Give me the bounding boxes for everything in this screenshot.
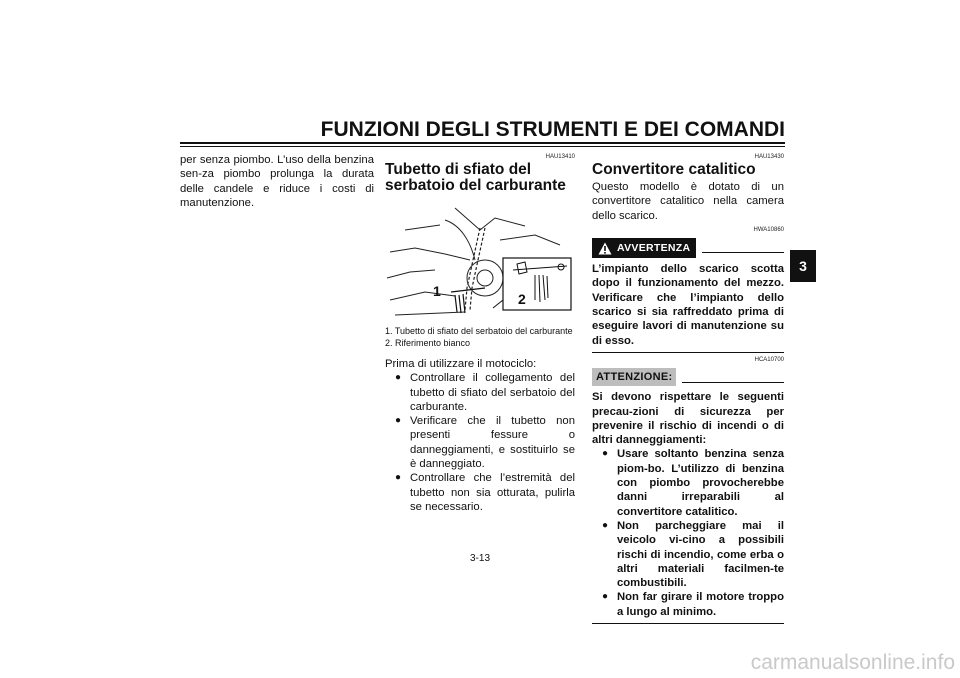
list-item xyxy=(385,414,575,471)
watermark: carmanualsonline.info xyxy=(750,651,955,674)
list-item-text: Controllare che l’estremità del tubetto non sia otturata, pulirla se necessario. xyxy=(410,472,575,513)
figure-label-2: 2 xyxy=(518,291,526,307)
bullet-icon: ● xyxy=(395,372,402,384)
chapter-tab: 3 xyxy=(790,250,816,282)
caution-code: HCA10700 xyxy=(754,356,784,363)
list-item xyxy=(592,590,784,619)
fuel-tank-breather-figure xyxy=(385,200,575,322)
list-item-text: Verificare che il tubetto non presenti fessure o danneggiamenti, e sostituirlo se è danneggiato. xyxy=(410,415,575,471)
page-header-title: FUNZIONI DEGLI STRUMENTI E DEI COMANDI xyxy=(320,118,785,141)
warning-end-rule xyxy=(592,352,784,353)
header-rule-thin xyxy=(180,146,785,147)
list-item xyxy=(592,519,784,590)
bullet-icon: ● xyxy=(602,519,609,531)
warning-badge xyxy=(592,238,696,258)
caution-header xyxy=(592,368,784,386)
warning-text: L’impianto dello scarico scotta dopo il funzionamento del mezzo. Verificare che l’impianto dello scarico si sia raffreddato prima di eseguire lavori di manutenzione su di esso. xyxy=(592,263,784,347)
caution-intro: Si devono rispettare le seguenti precau-zioni di sicurezza per prevenire il rischio di incendi o di altri danneggiamenti: xyxy=(592,391,784,447)
list-item-text: Non far girare il motore troppo a lungo al minimo. xyxy=(617,591,784,618)
column-1 xyxy=(180,153,374,210)
caution-end-rule xyxy=(592,623,784,624)
warning-header xyxy=(592,238,784,258)
caution-label: ATTENZIONE: xyxy=(592,368,676,386)
section-heading: Tubetto di sfiato del serbatoio del carburante xyxy=(385,161,566,194)
motorcycle-illustration xyxy=(385,200,575,322)
list-item-text: Controllare il collegamento del tubetto di sfiato del serbatoio del carburante. xyxy=(410,372,575,413)
intro-text: Prima di utilizzare il motociclo: xyxy=(385,358,537,370)
figure-label-1: 1 xyxy=(433,283,441,299)
list-item xyxy=(592,447,784,518)
body-text: per senza piombo. L’uso della benzina sen-za piombo prolunga la durata delle candele e riduce i costi di manutenzione. xyxy=(180,154,374,209)
warning-code: HWA10860 xyxy=(753,226,784,233)
bullet-icon: ● xyxy=(602,448,609,460)
warning-label: AVVERTENZA xyxy=(617,241,691,254)
list-item xyxy=(385,371,575,414)
bullet-icon: ● xyxy=(395,415,402,427)
body-text: Questo modello è dotato di un convertitore catalitico nella camera dello scarico. xyxy=(592,181,784,222)
section-heading: Convertitore catalitico xyxy=(592,161,756,178)
figure-caption-1: 1. Tubetto di sfiato del serbatoio del carburante xyxy=(385,326,573,336)
list-item xyxy=(385,471,575,514)
column-3 xyxy=(592,153,784,624)
page-number: 3-13 xyxy=(469,553,490,564)
bullet-icon: ● xyxy=(602,591,609,603)
caution-rule xyxy=(682,382,784,383)
list-item-text: Usare soltanto benzina senza piom-bo. L’utilizzo di benzina con piombo provocherebbe danni irreparabili al convertitore catalitico. xyxy=(617,448,784,518)
checklist xyxy=(385,371,575,514)
column-2 xyxy=(385,153,575,514)
figure-caption-2: 2. Riferimento bianco xyxy=(385,338,471,348)
header-rule xyxy=(180,142,785,144)
bullet-icon: ● xyxy=(395,472,402,484)
section-code: HAU13430 xyxy=(754,154,784,160)
section-code: HAU13410 xyxy=(545,154,575,160)
list-item-text: Non parcheggiare mai il veicolo vi-cino a possibili rischi di incendio, come erba o altri materiali facilmen-te combustibili. xyxy=(617,519,784,590)
warning-rule xyxy=(702,252,784,253)
caution-list xyxy=(592,447,784,619)
warning-triangle-icon xyxy=(598,242,612,255)
